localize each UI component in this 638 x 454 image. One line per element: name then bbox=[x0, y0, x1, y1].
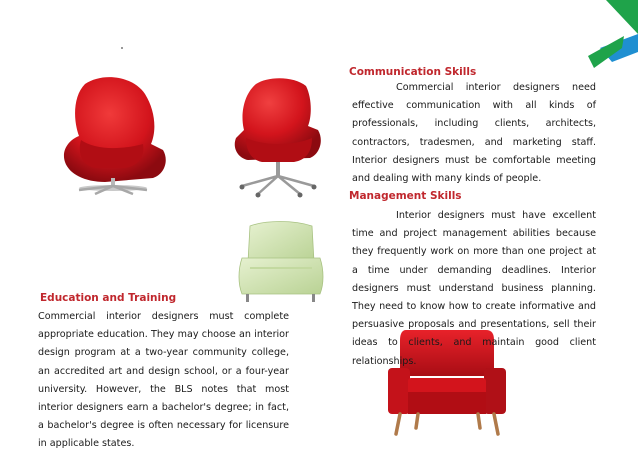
education-heading: Education and Training bbox=[40, 292, 177, 304]
dot-mark bbox=[121, 47, 123, 49]
red-wingback-swivel-chair-image bbox=[228, 78, 328, 198]
management-heading: Management Skills bbox=[349, 190, 462, 202]
communication-text: Commercial interior designers need effective communication with all kinds of professionals, including clients, architects, contractors, tradesmen, and marketing staff. Interior designers must be comfortable meeting and dealing with many kinds of people. bbox=[352, 82, 596, 185]
communication-heading: Communication Skills bbox=[349, 66, 477, 78]
education-text: Commercial interior designers must complete appropriate education. They may choose an interior design program at a two-year community college, an accredited art and design school, or a four-year university. However, the BLS notes that most interior designers earn a bachelor's degree; in fact, a bachelor's degree is often necessary for licensure in applicable states. bbox=[38, 311, 289, 450]
red-egg-chair-image bbox=[55, 70, 173, 200]
management-paragraph bbox=[352, 207, 596, 371]
communication-paragraph bbox=[352, 79, 596, 188]
management-text: Interior designers must have excellent time and project management abilities because they frequently work on more than one project at a time under demanding deadlines. Interior designers must understand business planning. They need to know how to create informative and persuasive proposals and presentations, sell their ideas to clients, and maintain good client relationships. bbox=[352, 210, 596, 367]
education-paragraph bbox=[38, 308, 289, 454]
corner-decoration bbox=[548, 0, 638, 90]
green-lounge-chair-image bbox=[236, 218, 326, 308]
